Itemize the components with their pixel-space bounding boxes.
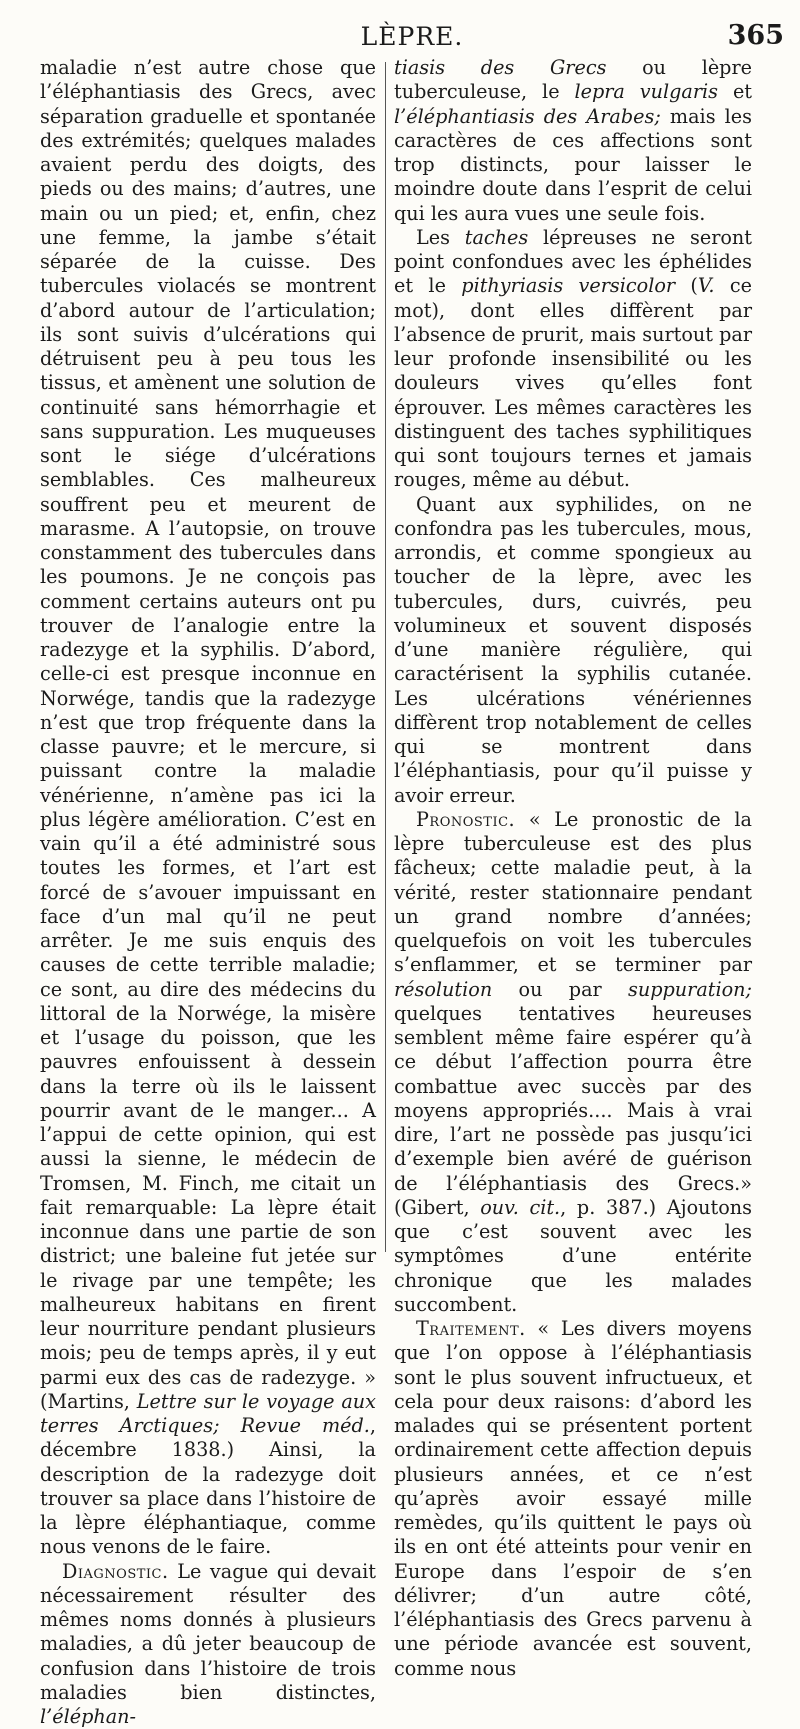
- section-heading-pronostic: Pronostic.: [416, 808, 515, 831]
- paragraph-taches: Les taches lépreuses ne seront point confondues avec les éphélides et le pithyriasis versicolor (V. ce mot), dont elles diffèrent par l’absence de prurit, mais surtout par leur profonde insensibilité ou les douleurs vives qu’elles font éprouver. Les mêmes caractères les distinguent des taches syphilitiques qui sont toujours ternes et jamais rouges, même au début.: [394, 226, 752, 493]
- paragraph-traitement: Traitement. « Les divers moyens que l’on oppose à l’éléphantiasis sont le plus souvent infructueux, et cela pour deux raisons: d’abord les malades qui se présentent portent ordinairement cette affection depuis plusieurs années, et ce n’est qu’après avoir essayé mille remèdes, qu’ils quittent le pays où ils en ont été atteints pour venir en Europe dans l’espoir de s’en délivrer; d’un autre côté, l’éléphantiasis des Grecs parvenu à une période avancée est souvent, comme nous: [394, 1317, 752, 1681]
- right-column: [394, 56, 752, 1296]
- column-divider: [385, 62, 386, 1252]
- paragraph-diagnostic: Diagnostic. Le vague qui devait nécessairement résulter des mêmes noms donnés à plusieurs maladies, a dû jeter beaucoup de confusion dans l’histoire de trois maladies bien distinctes, l’éléphan-: [40, 1560, 376, 1729]
- reference-title: Lettre sur le voyage aux terres Arctiques; Revue méd.: [40, 1390, 376, 1437]
- paragraph-radezyge: maladie n’est autre chose que l’éléphantiasis des Grecs, avec séparation graduelle et spontanée des extrémités; quelques malades avaient perdu des doigts, des pieds ou des mains; d’autres, une main ou un pied; et, enfin, chez une femme, la jambe s’était séparée de la cuisse. Des tubercules violacés se montrent d’abord autour de l’articulation; ils sont suivis d’ulcérations qui détruisent peu à peu tous les tissus, et amènent une solution de continuité sans hémorrhagie et sans suppuration. Les muqueuses sont le siége d’ulcérations semblables. Ces malheureux souffrent peu et meurent de marasme. A l’autopsie, on trouve constamment des tubercules dans les poumons. Je ne conçois pas comment certains auteurs ont pu trouver de l’analogie entre la radezyge et la syphilis. D’abord, celle-ci est presque inconnue en Norwége, tandis que la radezyge n’est que trop fréquente dans la classe pauvre; et le mercure, si puissant contre la maladie vénérienne, n’amène pas ici la plus légère amélioration. C’est en vain qu’il a été administré sous toutes les formes, et l’art est forcé de s’avouer impuissant en face d’un mal qu’il ne peut arrêter. Je me suis enquis des causes de cette terrible maladie; ce sont, au dire des médecins du littoral de la Norwége, la misère et l’usage du poisson, que les pauvres enfouissent à dessein dans la terre où ils le laissent pourrir avant de le manger... A l’appui de cette opinion, qui est aussi la sienne, le médecin de Tromsen, M. Finch, me citait un fait remarquable: La lèpre était inconnue dans une partie de son district; une baleine fut jetée sur le rivage par une tempête; les malheureux habitans en firent leur nourriture pendant plusieurs mois; peu de temps après, il y eut parmi eux des cas de radezyge. » (Martins, Lettre sur le voyage aux terres Arctiques; Revue méd., décembre 1838.) Ainsi, la description de la radezyge doit trouver sa place dans l’histoire de la lèpre éléphantiaque, comme nous venons de le faire.: [40, 56, 376, 1560]
- page-number: 365: [728, 20, 784, 51]
- section-heading-traitement: Traitement.: [416, 1317, 526, 1340]
- paragraph-diagnostic-cont: tiasis des Grecs ou lèpre tuberculeuse, le lepra vulgaris et l’éléphantiasis des Arabes; mais les caractères de ces affections sont trop distincts, pour laisser le moindre doute dans l’esprit de celui qui les aura vues une seule fois.: [394, 56, 752, 226]
- page-header: [38, 18, 786, 52]
- section-heading-diagnostic: Diagnostic.: [62, 1560, 169, 1583]
- paragraph-syphilides: Quant aux syphilides, on ne confondra pas les tubercules, mous, arrondis, et comme spongieux au toucher de la lèpre, avec les tubercules, durs, cuivrés, peu volumineux et souvent disposés d’une manière régulière, qui caractérisent la syphilis cutanée. Les ulcérations vénériennes diffèrent trop notablement de celles qui se montrent dans l’éléphantiasis, pour qu’il puisse y avoir erreur.: [394, 493, 752, 808]
- paragraph-pronostic: Pronostic. « Le pronostic de la lèpre tuberculeuse est des plus fâcheux; cette maladie peut, à la vérité, rester stationnaire pendant un grand nombre d’années; quelquefois on voit les tubercules s’enflammer, et se terminer par résolution ou par suppuration; quelques tentatives heureuses semblent même faire espérer qu’à ce début l’affection pourra être combattue avec succès par des moyens appropriés.... Mais à vrai dire, l’art ne possède pas jusqu’ici d’exemple bien avéré de guérison de l’éléphantiasis des Grecs.» (Gibert, ouv. cit., p. 387.) Ajoutons que c’est souvent avec les symptômes d’une entérite chronique que les malades succombent.: [394, 808, 752, 1317]
- running-title: LÈPRE.: [38, 22, 786, 51]
- left-column: [40, 56, 376, 1296]
